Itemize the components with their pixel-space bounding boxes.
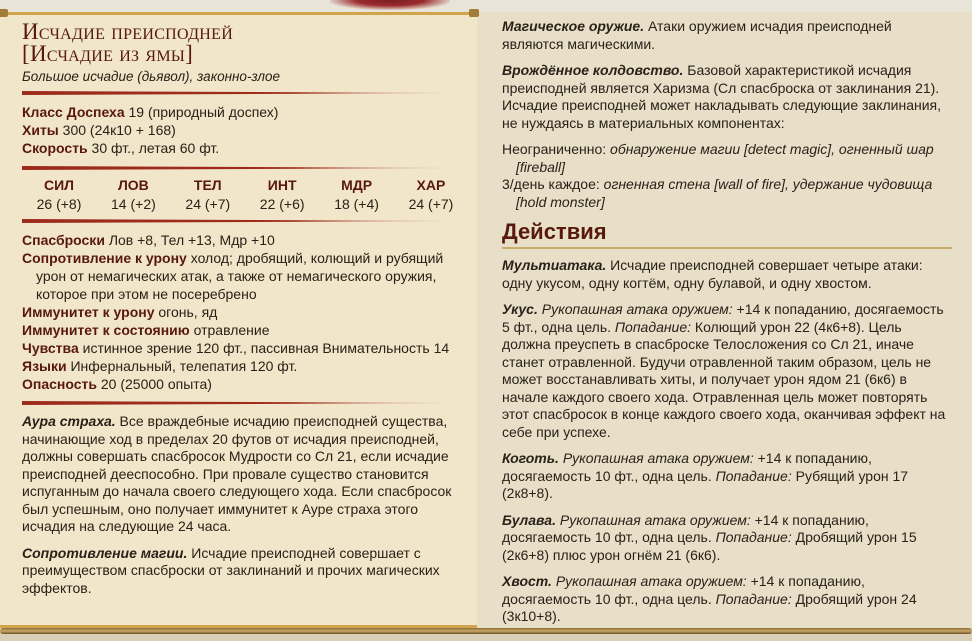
section-divider: [22, 91, 472, 95]
spell-frequency: Неограниченно:: [502, 141, 607, 157]
ability-int: [247, 176, 317, 214]
right-column: [502, 18, 952, 635]
action-bite: [502, 301, 952, 441]
ability-scores: [22, 176, 472, 214]
section-divider: [22, 166, 472, 170]
attack-reach: +14 к попаданию, досягаемость 10 фт., одна цель.: [502, 511, 869, 545]
trait-fear-aura: [22, 413, 472, 536]
action-mace: [502, 512, 952, 565]
attack-type: Рукопашная атака оружием:: [562, 450, 754, 466]
monster-name-line1: Исчадие преисподней: [22, 19, 234, 44]
attack-type: Рукопашная атака оружием:: [555, 573, 747, 589]
spell-per-day: [502, 176, 952, 211]
spell-at-will: [502, 141, 952, 176]
monster-type: Большое исчадие (дьявол), законно-злое: [22, 69, 281, 84]
damage-immunities: [22, 303, 472, 321]
trait-magic-weapons: [502, 18, 952, 53]
speed-label: Скорость: [22, 140, 88, 156]
action-name: Булава.: [502, 511, 556, 528]
ability-value: 26 (+8): [36, 196, 82, 212]
condition-immunities-value: отравление: [193, 322, 270, 338]
hit-label: Попадание:: [715, 529, 792, 545]
attack-reach: +14 к попаданию, досягаемость 10 фт., одна цель.: [502, 450, 872, 484]
hit-points: [22, 121, 472, 139]
challenge-value: 20 (25000 опыта): [100, 376, 212, 392]
hit-points-value: 300 (24к10 + 168): [62, 122, 176, 138]
action-multiattack: [502, 257, 952, 292]
condition-immunities: [22, 321, 472, 339]
section-divider: [22, 219, 472, 223]
trait-text: Исчадие преисподней совершает с преимуществом спасброски от заклинаний и прочих магических эффектов.: [22, 544, 440, 596]
monster-name-line2: [Исчадие из ямы]: [22, 41, 194, 66]
ability-name: СИЛ: [44, 177, 74, 193]
armor-class-value: 19 (природный доспех): [128, 104, 279, 120]
ability-name: ИНТ: [267, 177, 297, 193]
scroll-bar-decoration: [0, 628, 972, 634]
ability-value: 22 (+6): [259, 196, 305, 212]
action-text: Рубящий урон 17 (2к8+8).: [502, 467, 909, 501]
armor-class: [22, 103, 472, 121]
damage-immunities-label: Иммунитет к урону: [22, 304, 155, 320]
attack-reach: +14 к попаданию, досягаемость 10 фт., одна цель.: [502, 573, 865, 607]
trait-text: Базовой характеристикой исчадия преисподней является Харизма (Сл спасброска от заклинания 21). Исчадие преисподней может накладывать следующие заклинания, не нуждаясь в материальных компонентах:: [502, 62, 942, 131]
challenge: [22, 375, 472, 393]
trait-name: Аура страха.: [22, 413, 116, 429]
trait-name: Магическое оружие.: [502, 18, 645, 34]
ability-name: МДР: [341, 177, 373, 193]
action-claw: [502, 450, 952, 503]
monster-name: [22, 21, 472, 65]
trait-name: Врождённое колдовство.: [502, 62, 684, 78]
ability-wis: [322, 176, 392, 214]
trait-text: Все враждебные исчадию преисподней существа, начинающие ход в пределах 20 футов от исчадия преисподней, должны совершать спасбросок Мудрости со Сл 21, если исчадие преисподней дееспособно. При провале существо становится испуганным до начала своего следующего хода. Если спасбросок был успешным, оно получает иммунитет к Ауре страха этого исчадия на следующие 24 часа.: [22, 413, 452, 534]
spell-frequency: 3/день каждое:: [502, 176, 600, 192]
stat-block-content: [22, 21, 472, 606]
ability-name: ТЕЛ: [193, 177, 222, 193]
senses: [22, 339, 472, 357]
action-text: Дробящий урон 24 (3к10+8).: [502, 590, 917, 624]
saving-throws-value: Лов +8, Тел +13, Мдр +10: [108, 232, 275, 248]
attack-type: Рукопашная атака оружием:: [559, 511, 751, 528]
ability-value: 18 (+4): [334, 196, 379, 212]
ability-cha: [396, 176, 466, 214]
hit-points-label: Хиты: [22, 122, 59, 138]
ability-value: 14 (+2): [111, 196, 156, 212]
saving-throws-label: Спасброски: [22, 232, 105, 248]
attack-type: Рукопашная атака оружием:: [541, 301, 733, 317]
page-top-border: [0, 0, 972, 12]
stat-block-panel: [0, 12, 477, 628]
damage-resistances-value: холод; дробящий, колющий и рубящий урон от немагических атак, а также от немагического оружия, которое при этом не посеребрено: [36, 250, 444, 302]
ability-name: ХАР: [416, 177, 446, 193]
ability-con: [173, 176, 243, 214]
hit-label: Попадание:: [614, 318, 692, 335]
languages-value: Инфернальный, телепатия 120 фт.: [70, 358, 298, 374]
actions-heading: Действия: [502, 219, 952, 249]
action-text: Дробящий урон 15 (2к6+8) плюс урон огнём 21 (6к6).: [502, 529, 917, 563]
action-text: Колющий урон 22 (4к6+8). Цель должна преуспеть в спасброске Телосложения со Сл 21, иначе станет отравленной. Будучи отравленной таким образом, цель не может восстанавливать хиты, и получает урон ядом 21 (6к6) в начале каждого своего хода. Отравленная цель может повторять этот спасбросок в конце каждого своего хода, оканчивая эффект на себе при успехе.: [502, 318, 946, 440]
speed: [22, 139, 472, 157]
action-name: Мультиатака.: [502, 257, 607, 273]
action-tail: [502, 573, 952, 626]
damage-immunities-value: огонь, яд: [158, 304, 218, 320]
ability-name: ЛОВ: [117, 177, 149, 193]
attack-reach: +14 к попаданию, досягаемость 5 фт., одна цель.: [502, 301, 944, 335]
armor-class-label: Класс Доспеха: [22, 104, 125, 120]
header-artwork: [330, 0, 450, 10]
action-name: Укус.: [502, 301, 538, 317]
languages: [22, 357, 472, 375]
action-text: Исчадие преисподней совершает четыре атаки: одну укусом, одну когтём, одну булавой, и одну хвостом.: [502, 257, 923, 291]
action-name: Коготь.: [502, 450, 559, 466]
damage-resistances-label: Сопротивление к урону: [22, 250, 187, 266]
hit-label: Попадание:: [715, 590, 792, 607]
spell-list: обнаружение магии [detect magic], огненный шар [fireball]: [516, 141, 934, 175]
action-name: Хвост.: [502, 573, 552, 589]
spell-list: огненная стена [wall of fire], удержание чудовища [hold monster]: [516, 176, 933, 210]
challenge-label: Опасность: [22, 376, 97, 392]
hit-label: Попадание:: [715, 467, 792, 484]
trait-magic-resistance: [22, 545, 472, 598]
ability-dex: [98, 176, 168, 214]
damage-resistances: [22, 249, 472, 303]
ability-value: 24 (+7): [408, 196, 454, 212]
senses-label: Чувства: [22, 340, 79, 356]
trait-text: Атаки оружием исчадия преисподней являются магическими.: [502, 18, 892, 52]
trait-innate-spellcasting: [502, 62, 952, 132]
ability-str: [24, 176, 94, 214]
trait-name: Сопротивление магии.: [22, 544, 188, 561]
saving-throws: [22, 231, 472, 249]
condition-immunities-label: Иммунитет к состоянию: [22, 322, 190, 338]
speed-value: 30 фт., летая 60 фт.: [91, 140, 220, 156]
languages-label: Языки: [22, 358, 67, 374]
ability-value: 24 (+7): [185, 196, 231, 212]
section-divider: [22, 401, 472, 405]
senses-value: истинное зрение 120 фт., пассивная Внимательность 14: [82, 340, 450, 356]
